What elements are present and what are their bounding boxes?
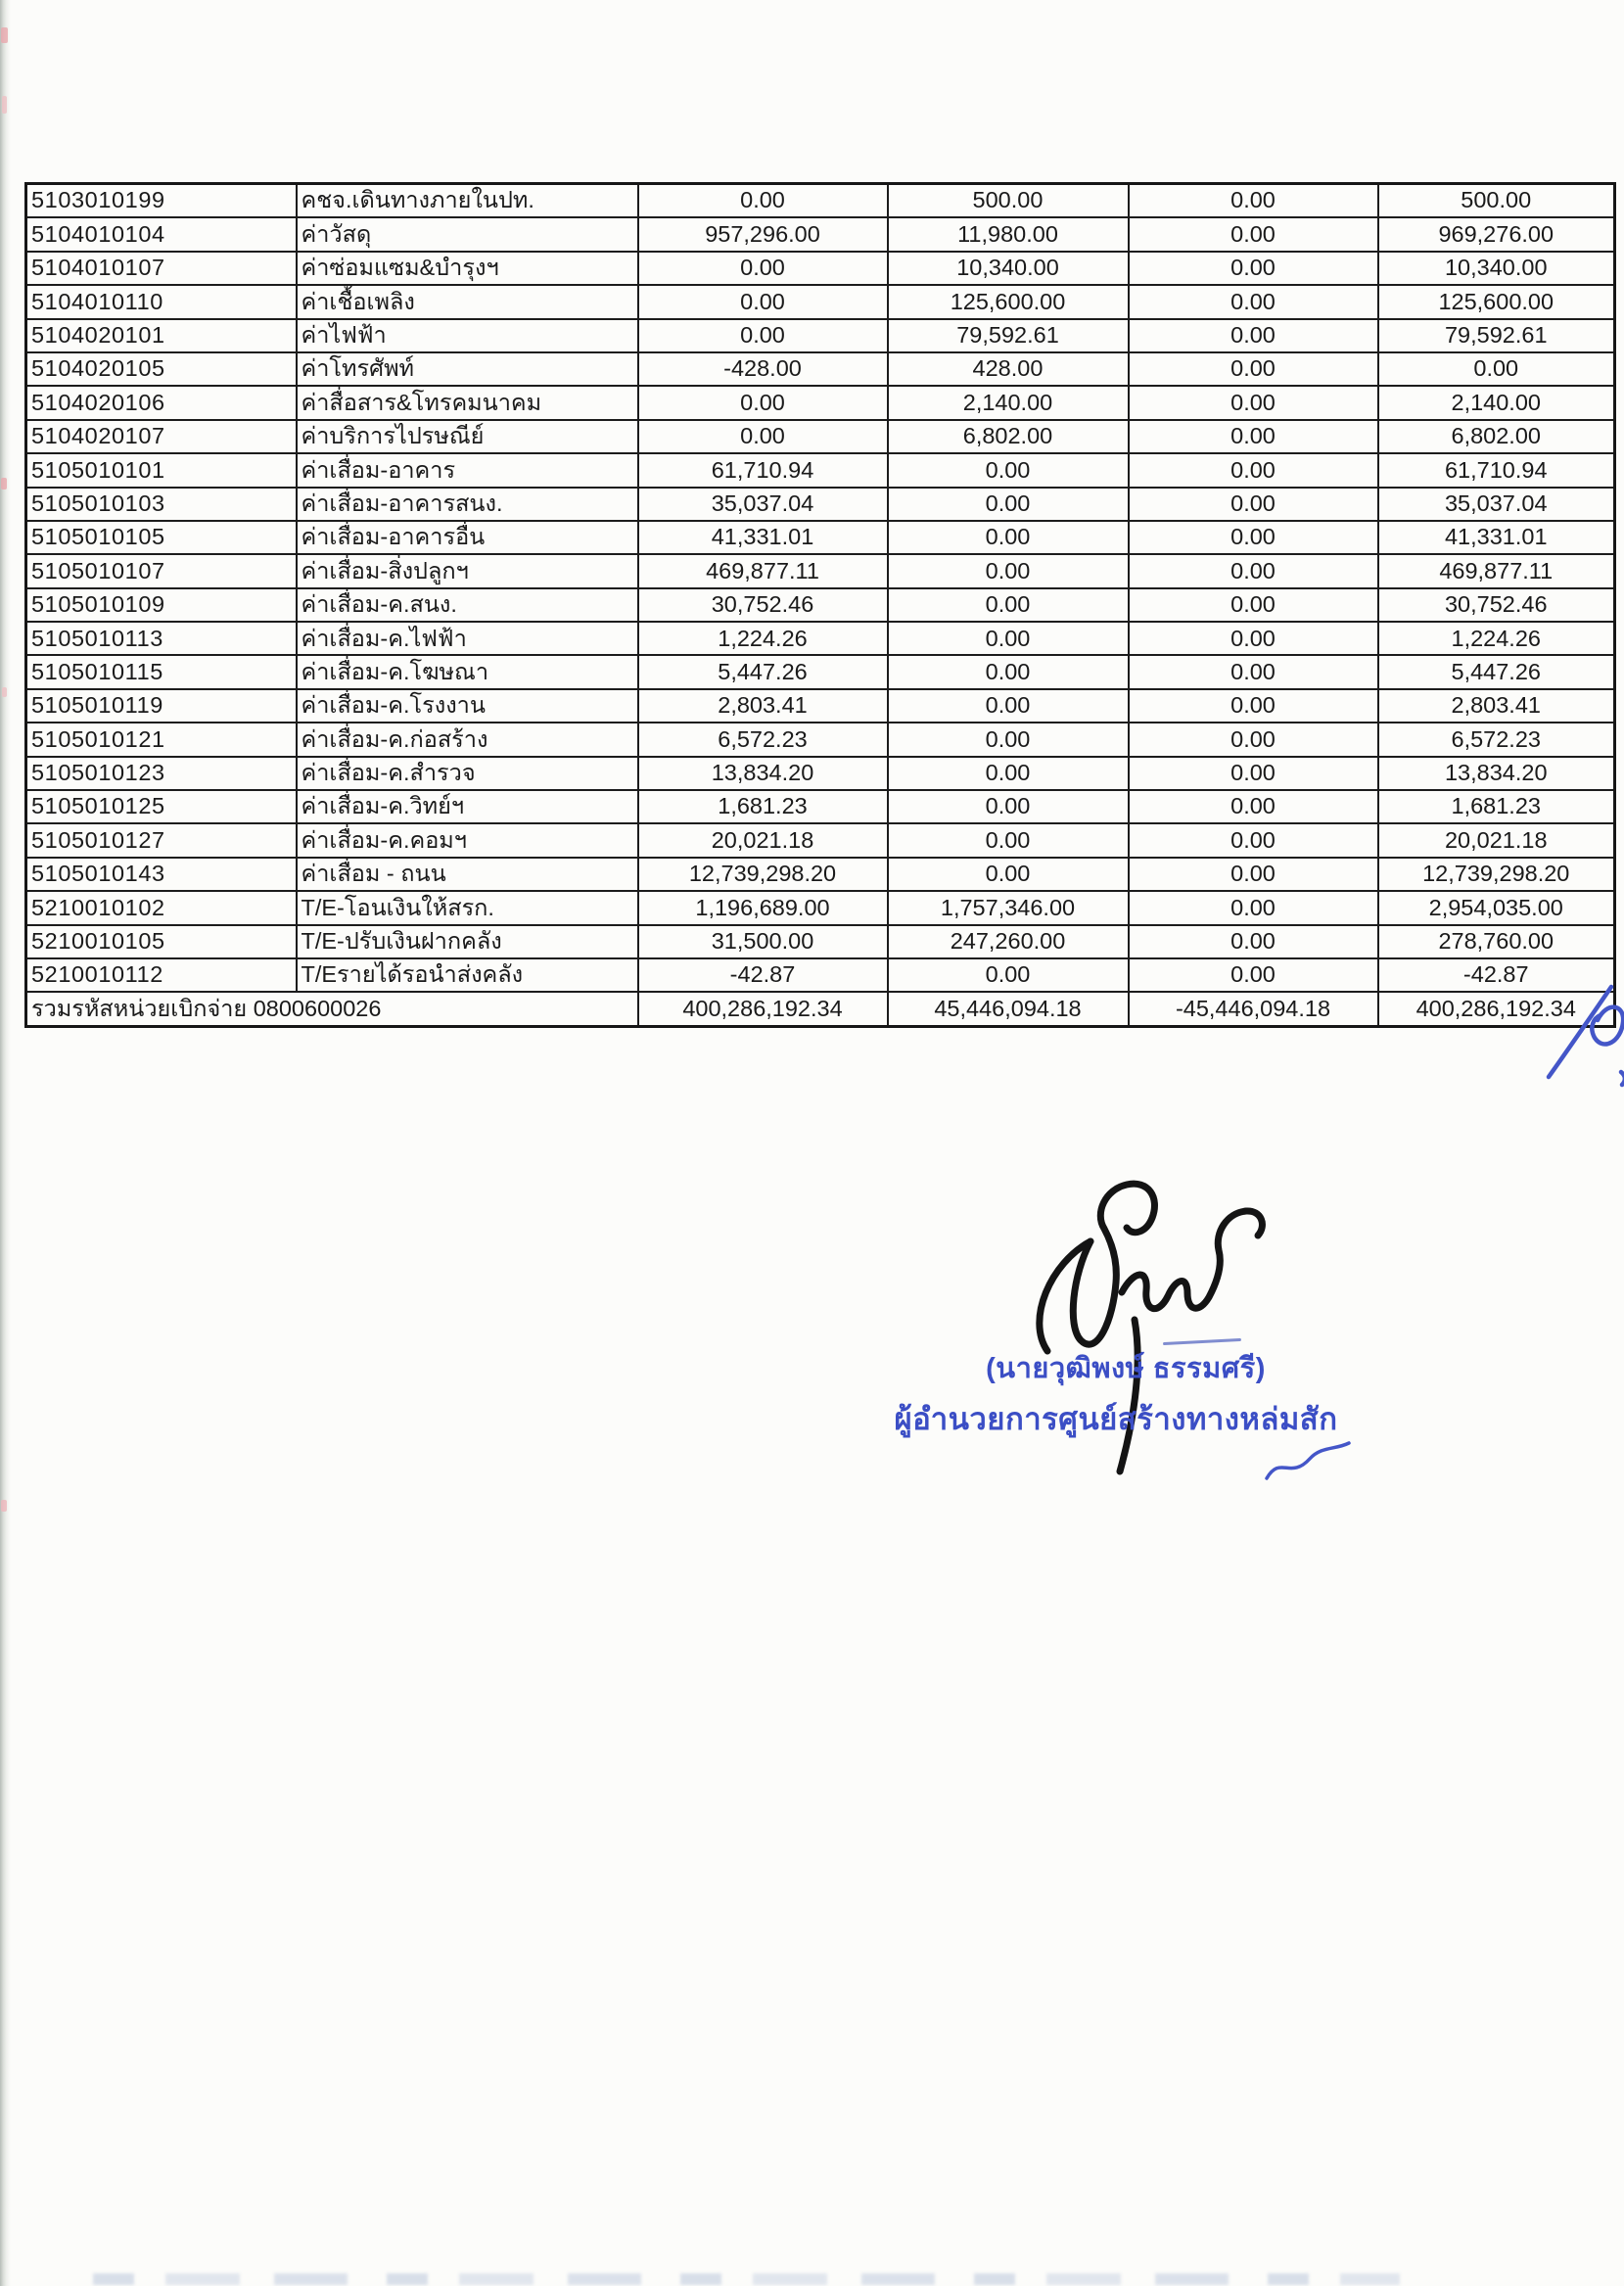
account-code-cell: 5104020105 bbox=[26, 352, 297, 386]
amount-cell: 61,710.94 bbox=[1378, 453, 1615, 487]
amount-cell: 0.00 bbox=[1129, 925, 1378, 958]
table-row bbox=[26, 723, 1615, 756]
table-row bbox=[26, 790, 1615, 823]
account-name-cell: คชจ.เดินทางภายในปท. bbox=[297, 184, 638, 218]
amount-cell: 0.00 bbox=[1129, 790, 1378, 823]
table-row bbox=[26, 757, 1615, 790]
amount-cell: 0.00 bbox=[1129, 554, 1378, 587]
amount-cell: 10,340.00 bbox=[1378, 252, 1615, 285]
amount-cell: 278,760.00 bbox=[1378, 925, 1615, 958]
total-amount-cell: 45,446,094.18 bbox=[888, 992, 1129, 1026]
account-code-cell: 5104010104 bbox=[26, 217, 297, 251]
account-name-cell: ค่าเสื่อม-ค.สนง. bbox=[297, 588, 638, 622]
amount-cell: 469,877.11 bbox=[1378, 554, 1615, 587]
account-name-cell: ค่าบริการไปรษณีย์ bbox=[297, 420, 638, 453]
account-code-cell: 5105010143 bbox=[26, 858, 297, 891]
amount-cell: 10,340.00 bbox=[888, 252, 1129, 285]
account-code-cell: 5105010105 bbox=[26, 521, 297, 554]
amount-cell: 0.00 bbox=[1378, 352, 1615, 386]
amount-cell: 0.00 bbox=[888, 554, 1129, 587]
amount-cell: 0.00 bbox=[888, 823, 1129, 857]
account-code-cell: 5105010115 bbox=[26, 655, 297, 688]
account-code-cell: 5104010110 bbox=[26, 285, 297, 318]
amount-cell: 5,447.26 bbox=[638, 655, 888, 688]
amount-cell: 20,021.18 bbox=[638, 823, 888, 857]
account-name-cell: ค่าซ่อมแซม&บำรุงฯ bbox=[297, 252, 638, 285]
amount-cell: 20,021.18 bbox=[1378, 823, 1615, 857]
table-row bbox=[26, 588, 1615, 622]
table-row bbox=[26, 488, 1615, 521]
account-code-cell: 5210010102 bbox=[26, 891, 297, 924]
ledger-table-total bbox=[26, 992, 1615, 1026]
amount-cell: 957,296.00 bbox=[638, 217, 888, 251]
account-code-cell: 5103010199 bbox=[26, 184, 297, 218]
amount-cell: 2,803.41 bbox=[638, 689, 888, 723]
total-amount-cell: 400,286,192.34 bbox=[638, 992, 888, 1026]
amount-cell: 6,572.23 bbox=[1378, 723, 1615, 756]
scan-edge-artifact bbox=[0, 0, 11, 2286]
table-row bbox=[26, 319, 1615, 352]
signer-name: (นายวุฒิพงษ์ ธรรมศรี) bbox=[986, 1353, 1266, 1384]
amount-cell: 0.00 bbox=[1129, 858, 1378, 891]
amount-cell: 1,224.26 bbox=[1378, 622, 1615, 655]
amount-cell: 12,739,298.20 bbox=[638, 858, 888, 891]
amount-cell: 0.00 bbox=[888, 622, 1129, 655]
amount-cell: 0.00 bbox=[1129, 891, 1378, 924]
account-code-cell: 5105010113 bbox=[26, 622, 297, 655]
total-row bbox=[26, 992, 1615, 1026]
amount-cell: 0.00 bbox=[638, 285, 888, 318]
scan-speck bbox=[1, 478, 7, 490]
amount-cell: 0.00 bbox=[1129, 252, 1378, 285]
amount-cell: 2,140.00 bbox=[1378, 386, 1615, 419]
amount-cell: -42.87 bbox=[1378, 958, 1615, 992]
table-row bbox=[26, 891, 1615, 924]
amount-cell: 0.00 bbox=[1129, 217, 1378, 251]
table-row bbox=[26, 622, 1615, 655]
amount-cell: 125,600.00 bbox=[1378, 285, 1615, 318]
amount-cell: 41,331.01 bbox=[638, 521, 888, 554]
amount-cell: 0.00 bbox=[1129, 420, 1378, 453]
account-name-cell: ค่าเสื่อม-ค.สำรวจ bbox=[297, 757, 638, 790]
total-row-label: รวมรหัสหน่วยเบิกจ่าย 0800600026 bbox=[26, 992, 638, 1026]
amount-cell: 0.00 bbox=[1129, 453, 1378, 487]
amount-cell: 11,980.00 bbox=[888, 217, 1129, 251]
bottom-cutoff-text-artifact bbox=[93, 2273, 1400, 2285]
amount-cell: -42.87 bbox=[638, 958, 888, 992]
scan-speck bbox=[2, 96, 7, 114]
account-name-cell: ค่าเสื่อม - ถนน bbox=[297, 858, 638, 891]
amount-cell: 0.00 bbox=[1129, 622, 1378, 655]
account-code-cell: 5105010101 bbox=[26, 453, 297, 487]
table-row bbox=[26, 285, 1615, 318]
account-code-cell: 5105010103 bbox=[26, 488, 297, 521]
amount-cell: 1,196,689.00 bbox=[638, 891, 888, 924]
amount-cell: 12,739,298.20 bbox=[1378, 858, 1615, 891]
account-code-cell: 5105010127 bbox=[26, 823, 297, 857]
stamp-dash-mark bbox=[1163, 1338, 1241, 1345]
account-name-cell: ค่าเสื่อม-ค.คอมฯ bbox=[297, 823, 638, 857]
account-code-cell: 5105010107 bbox=[26, 554, 297, 587]
account-name-cell: T/E-ปรับเงินฝากคลัง bbox=[297, 925, 638, 958]
amount-cell: 79,592.61 bbox=[888, 319, 1129, 352]
amount-cell: 0.00 bbox=[1129, 823, 1378, 857]
account-code-cell: 5105010119 bbox=[26, 689, 297, 723]
amount-cell: 0.00 bbox=[1129, 521, 1378, 554]
scan-speck bbox=[1, 27, 8, 43]
account-name-cell: ค่าเสื่อม-สิ่งปลูกฯ bbox=[297, 554, 638, 587]
amount-cell: 6,802.00 bbox=[888, 420, 1129, 453]
amount-cell: 500.00 bbox=[888, 184, 1129, 218]
account-name-cell: ค่าเสื่อม-ค.ก่อสร้าง bbox=[297, 723, 638, 756]
table-row bbox=[26, 521, 1615, 554]
amount-cell: 30,752.46 bbox=[1378, 588, 1615, 622]
amount-cell: 1,681.23 bbox=[1378, 790, 1615, 823]
amount-cell: 0.00 bbox=[888, 790, 1129, 823]
amount-cell: 0.00 bbox=[1129, 757, 1378, 790]
amount-cell: 41,331.01 bbox=[1378, 521, 1615, 554]
amount-cell: 0.00 bbox=[888, 521, 1129, 554]
account-name-cell: T/E-โอนเงินให้สรก. bbox=[297, 891, 638, 924]
disbursement-ledger-table bbox=[24, 182, 1616, 1028]
amount-cell: 0.00 bbox=[1129, 352, 1378, 386]
amount-cell: 61,710.94 bbox=[638, 453, 888, 487]
amount-cell: 500.00 bbox=[1378, 184, 1615, 218]
account-code-cell: 5105010123 bbox=[26, 757, 297, 790]
table-row bbox=[26, 352, 1615, 386]
amount-cell: 428.00 bbox=[888, 352, 1129, 386]
amount-cell: 469,877.11 bbox=[638, 554, 888, 587]
amount-cell: 0.00 bbox=[888, 757, 1129, 790]
table-row bbox=[26, 453, 1615, 487]
account-name-cell: ค่าสื่อสาร&โทรคมนาคม bbox=[297, 386, 638, 419]
amount-cell: 35,037.04 bbox=[1378, 488, 1615, 521]
amount-cell: 0.00 bbox=[888, 723, 1129, 756]
amount-cell: 79,592.61 bbox=[1378, 319, 1615, 352]
amount-cell: 1,224.26 bbox=[638, 622, 888, 655]
amount-cell: 969,276.00 bbox=[1378, 217, 1615, 251]
amount-cell: 2,140.00 bbox=[888, 386, 1129, 419]
amount-cell: 0.00 bbox=[1129, 958, 1378, 992]
account-code-cell: 5104020106 bbox=[26, 386, 297, 419]
account-name-cell: ค่าเสื่อม-ค.ไฟฟ้า bbox=[297, 622, 638, 655]
amount-cell: 0.00 bbox=[1129, 184, 1378, 218]
table-row bbox=[26, 184, 1615, 218]
amount-cell: 0.00 bbox=[1129, 319, 1378, 352]
amount-cell: 0.00 bbox=[638, 420, 888, 453]
total-amount-cell: 400,286,192.34 bbox=[1378, 992, 1615, 1026]
amount-cell: 13,834.20 bbox=[638, 757, 888, 790]
amount-cell: 6,572.23 bbox=[638, 723, 888, 756]
amount-cell: 35,037.04 bbox=[638, 488, 888, 521]
account-name-cell: ค่าเสื่อม-ค.โรงงาน bbox=[297, 689, 638, 723]
scan-speck bbox=[2, 687, 7, 697]
amount-cell: 1,681.23 bbox=[638, 790, 888, 823]
amount-cell: 0.00 bbox=[1129, 655, 1378, 688]
account-name-cell: T/Eรายได้รอนำส่งคลัง bbox=[297, 958, 638, 992]
table-row bbox=[26, 386, 1615, 419]
amount-cell: 0.00 bbox=[888, 453, 1129, 487]
amount-cell: 0.00 bbox=[888, 488, 1129, 521]
account-code-cell: 5104020107 bbox=[26, 420, 297, 453]
table-row bbox=[26, 858, 1615, 891]
amount-cell: 30,752.46 bbox=[638, 588, 888, 622]
account-name-cell: ค่าโทรศัพท์ bbox=[297, 352, 638, 386]
account-code-cell: 5105010125 bbox=[26, 790, 297, 823]
amount-cell: 0.00 bbox=[888, 858, 1129, 891]
total-amount-cell: -45,446,094.18 bbox=[1129, 992, 1378, 1026]
amount-cell: 2,803.41 bbox=[1378, 689, 1615, 723]
table-row bbox=[26, 217, 1615, 251]
amount-cell: 0.00 bbox=[1129, 488, 1378, 521]
amount-cell: 125,600.00 bbox=[888, 285, 1129, 318]
table-row bbox=[26, 554, 1615, 587]
account-name-cell: ค่าวัสดุ bbox=[297, 217, 638, 251]
amount-cell: 0.00 bbox=[1129, 723, 1378, 756]
account-name-cell: ค่าเชื้อเพลิง bbox=[297, 285, 638, 318]
amount-cell: 2,954,035.00 bbox=[1378, 891, 1615, 924]
amount-cell: 13,834.20 bbox=[1378, 757, 1615, 790]
amount-cell: -428.00 bbox=[638, 352, 888, 386]
account-code-cell: 5104010107 bbox=[26, 252, 297, 285]
ledger-table-body bbox=[26, 184, 1615, 993]
account-code-cell: 5105010121 bbox=[26, 723, 297, 756]
amount-cell: 1,757,346.00 bbox=[888, 891, 1129, 924]
account-code-cell: 5210010112 bbox=[26, 958, 297, 992]
pen-flourish-mark bbox=[1263, 1437, 1356, 1491]
amount-cell: 5,447.26 bbox=[1378, 655, 1615, 688]
account-name-cell: ค่าเสื่อม-อาคาร bbox=[297, 453, 638, 487]
table-row bbox=[26, 823, 1615, 857]
amount-cell: 0.00 bbox=[888, 655, 1129, 688]
amount-cell: 0.00 bbox=[638, 386, 888, 419]
amount-cell: 0.00 bbox=[1129, 386, 1378, 419]
account-name-cell: ค่าเสื่อม-ค.โฆษณา bbox=[297, 655, 638, 688]
account-name-cell: ค่าเสื่อม-อาคารอื่น bbox=[297, 521, 638, 554]
table-row bbox=[26, 958, 1615, 992]
amount-cell: 0.00 bbox=[638, 319, 888, 352]
table-row bbox=[26, 655, 1615, 688]
amount-cell: 0.00 bbox=[888, 689, 1129, 723]
amount-cell: 0.00 bbox=[888, 958, 1129, 992]
signer-title: ผู้อำนวยการศูนย์สร้างทางหล่มสัก bbox=[894, 1402, 1338, 1436]
amount-cell: 0.00 bbox=[1129, 588, 1378, 622]
amount-cell: 0.00 bbox=[638, 252, 888, 285]
account-name-cell: ค่าไฟฟ้า bbox=[297, 319, 638, 352]
account-code-cell: 5104020101 bbox=[26, 319, 297, 352]
amount-cell: 0.00 bbox=[1129, 689, 1378, 723]
amount-cell: 6,802.00 bbox=[1378, 420, 1615, 453]
amount-cell: 247,260.00 bbox=[888, 925, 1129, 958]
table-row bbox=[26, 420, 1615, 453]
account-code-cell: 5105010109 bbox=[26, 588, 297, 622]
amount-cell: 0.00 bbox=[1129, 285, 1378, 318]
table-row bbox=[26, 925, 1615, 958]
account-name-cell: ค่าเสื่อม-อาคารสนง. bbox=[297, 488, 638, 521]
amount-cell: 0.00 bbox=[638, 184, 888, 218]
amount-cell: 0.00 bbox=[888, 588, 1129, 622]
amount-cell: 31,500.00 bbox=[638, 925, 888, 958]
scan-speck bbox=[1, 1500, 7, 1512]
account-name-cell: ค่าเสื่อม-ค.วิทย์ฯ bbox=[297, 790, 638, 823]
account-code-cell: 5210010105 bbox=[26, 925, 297, 958]
table-row bbox=[26, 689, 1615, 723]
table-row bbox=[26, 252, 1615, 285]
